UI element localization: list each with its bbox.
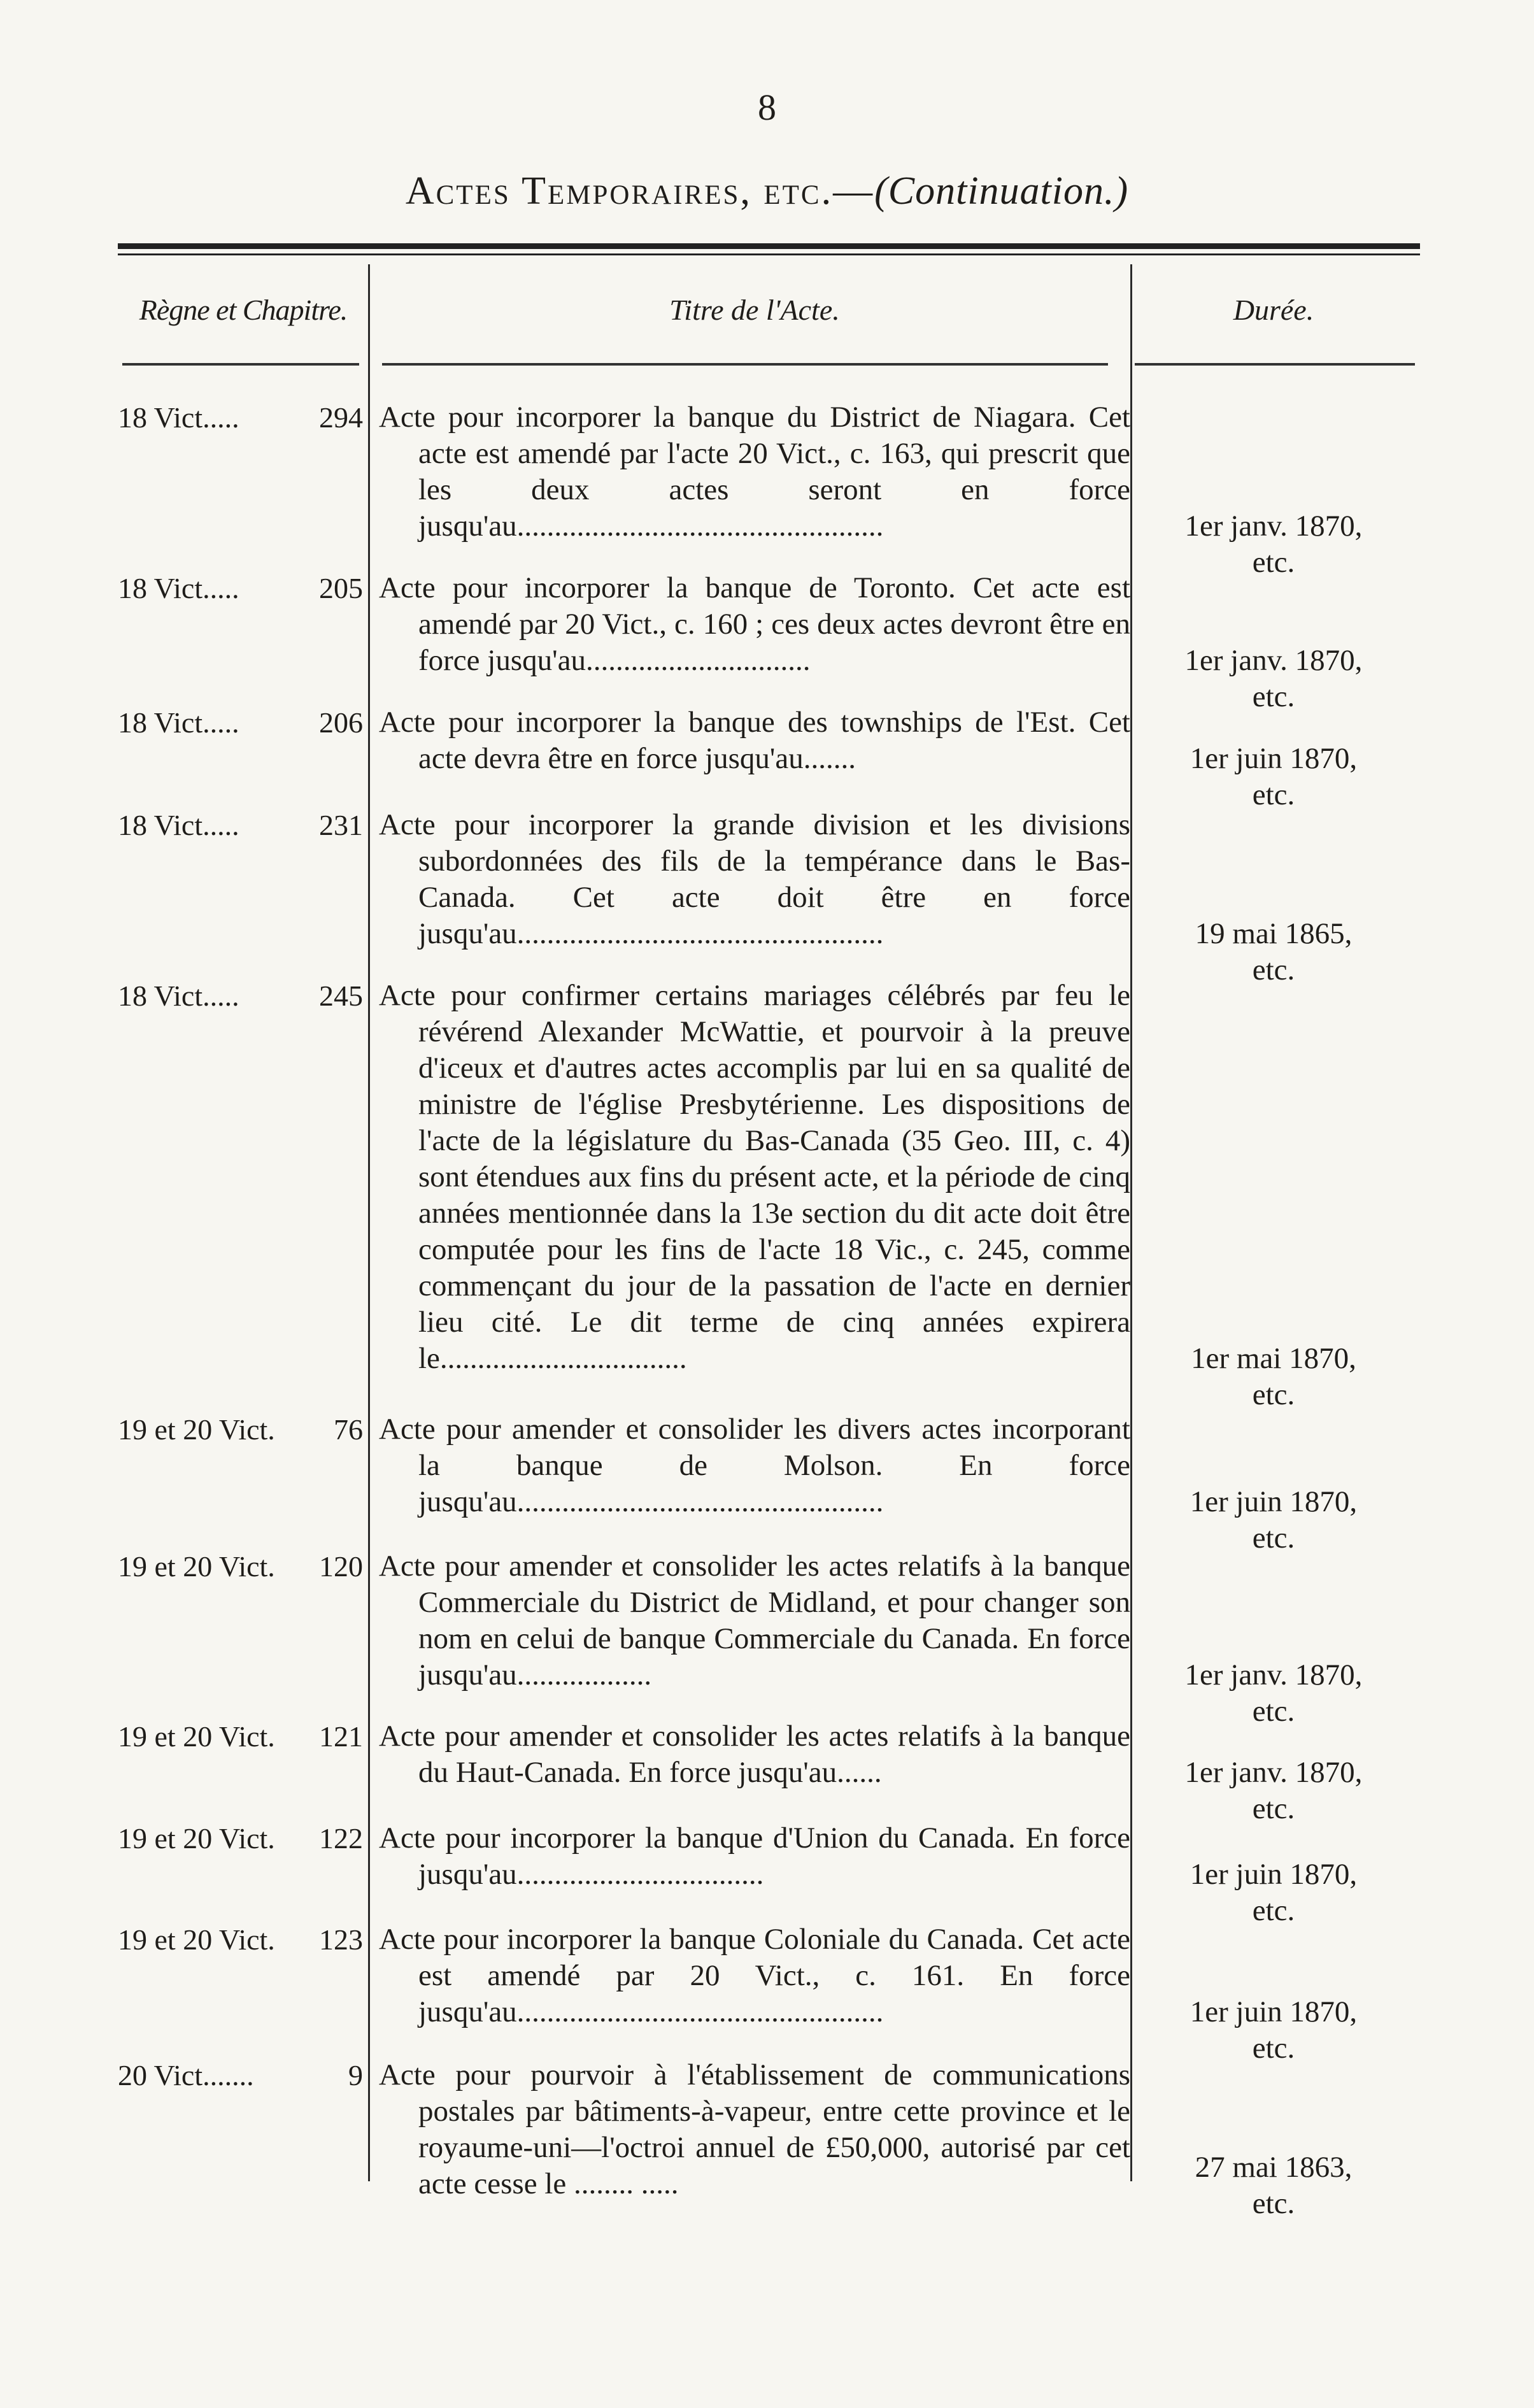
regne-chapitre [118, 807, 363, 843]
column-header-regne: Règne et Chapitre. [139, 294, 348, 326]
chapitre: 123 [319, 1923, 363, 1956]
page-title-main: Actes Temporaires, etc.— [405, 169, 875, 213]
duree-date: 27 mai 1863, [1195, 2151, 1353, 2184]
column-header-titre: Titre de l'Acte. [669, 294, 840, 326]
duree [1146, 1341, 1401, 1413]
chapitre: 294 [319, 401, 363, 434]
column-divider-left [368, 264, 370, 2181]
duree-etc: etc. [1252, 680, 1295, 713]
duree-date: 1er janv. 1870, [1184, 1658, 1363, 1692]
regne: 19 et 20 Vict. [118, 1413, 275, 1446]
header-rule-thin [118, 253, 1420, 255]
titre-text: Acte pour incorporer la banque de Toronto. Cet acte est amendé par 20 Vict., c. 160 ; ces deux actes devront être en force jusqu'au.............................. [379, 571, 1130, 677]
duree-etc: etc. [1252, 1521, 1295, 1555]
titre-text: Acte pour confirmer certains mariages célébrés par feu le révérend Alexander McWattie, et pourvoir à la preuve d'iceux et d'autres actes accomplis par lui en sa qualité de ministre de l'église Presbytérienne. Les dispositions de l'acte de la législature du Bas-Canada (35 Geo. III, c. 4) sont étendues aux fins du présent acte, et la période de cinq années mentionnée dans la 13e section du dit acte doit être computée pour les fins de l'acte 18 Vic., c. 245, comme commençant du jour de la passation de l'acte en dernier lieu cité. Le dit terme de cinq années expirera le................................. [379, 979, 1130, 1375]
titre-acte [379, 399, 1130, 545]
duree [1146, 2149, 1401, 2222]
chapitre: 231 [319, 809, 363, 841]
titre-acte [379, 2057, 1130, 2202]
duree-etc: etc. [1252, 953, 1295, 987]
duree-etc: etc. [1252, 1378, 1295, 1411]
duree [1146, 1657, 1401, 1730]
chapitre: 121 [319, 1720, 363, 1753]
duree-etc: etc. [1252, 2187, 1295, 2220]
regne-chapitre [118, 2057, 363, 2093]
duree-etc: etc. [1252, 778, 1295, 811]
chapitre: 245 [319, 980, 363, 1012]
titre-text: Acte pour incorporer la banque Coloniale du Canada. Cet acte est amendé par 20 Vict., c. 161. En force jusqu'au................................................. [379, 1923, 1130, 2028]
column-header-underline-titre [382, 363, 1108, 366]
page-title [0, 169, 1534, 214]
duree-date: 1er janv. 1870, [1184, 509, 1363, 543]
chapitre: 9 [348, 2059, 363, 2091]
regne-chapitre [118, 570, 363, 606]
duree-date: 1er juin 1870, [1190, 1995, 1358, 2028]
regne-chapitre [118, 704, 363, 741]
chapitre: 122 [319, 1822, 363, 1855]
titre-acte [379, 1921, 1130, 2030]
titre-acte [379, 1820, 1130, 1893]
duree [1146, 643, 1401, 715]
titre-acte [379, 807, 1130, 952]
column-header-underline-duree [1135, 363, 1415, 366]
titre-text: Acte pour amender et consolider les actes relatifs à la banque Commerciale du District de Midland, et pour changer son nom en celui de banque Commerciale du Canada. En force jusqu'au.................. [379, 1550, 1130, 1692]
regne-chapitre [118, 978, 363, 1014]
titre-acte [379, 978, 1130, 1377]
page-number: 8 [758, 87, 776, 128]
duree [1146, 741, 1401, 813]
column-header-duree: Durée. [1233, 294, 1314, 326]
titre-text: Acte pour amender et consolider les divers actes incorporant la banque de Molson. En force jusqu'au................................................. [379, 1413, 1130, 1518]
regne: 18 Vict..... [118, 809, 239, 841]
titre-acte [379, 1411, 1130, 1520]
page-title-continuation: (Continuation.) [874, 169, 1129, 213]
regne-chapitre [118, 1411, 363, 1448]
chapitre: 205 [319, 572, 363, 604]
duree-date: 1er juin 1870, [1190, 742, 1358, 775]
duree-etc: etc. [1252, 2032, 1295, 2065]
duree-date: 1er mai 1870, [1191, 1342, 1356, 1375]
titre-text: Acte pour incorporer la banque du District de Niagara. Cet acte est amendé par l'acte 20 Vict., c. 163, qui prescrit que les deux actes seront en force jusqu'au................................................. [379, 401, 1130, 543]
regne: 19 et 20 Vict. [118, 1720, 275, 1753]
regne: 20 Vict....... [118, 2059, 254, 2091]
duree-date: 1er juin 1870, [1190, 1858, 1358, 1891]
regne-chapitre [118, 1820, 363, 1856]
chapitre: 120 [319, 1550, 363, 1583]
regne: 19 et 20 Vict. [118, 1822, 275, 1855]
titre-text: Acte pour incorporer la banque d'Union du Canada. En force jusqu'au................................. [379, 1821, 1130, 1891]
duree-etc: etc. [1252, 1894, 1295, 1927]
titre-acte [379, 1718, 1130, 1791]
duree-date: 1er juin 1870, [1190, 1485, 1358, 1518]
regne-chapitre [118, 1548, 363, 1585]
regne-chapitre [118, 1921, 363, 1958]
regne: 18 Vict..... [118, 572, 239, 604]
duree [1146, 1755, 1401, 1827]
titre-acte [379, 1548, 1130, 1693]
duree-date: 1er janv. 1870, [1184, 1756, 1363, 1789]
duree-etc: etc. [1252, 546, 1295, 579]
duree-date: 1er janv. 1870, [1184, 644, 1363, 677]
titre-text: Acte pour incorporer la banque des townships de l'Est. Cet acte devra être en force jusqu'au....... [379, 706, 1130, 775]
duree [1146, 1484, 1401, 1557]
regne: 18 Vict..... [118, 401, 239, 434]
header-rule-thick [118, 243, 1420, 249]
titre-text: Acte pour amender et consolider les actes relatifs à la banque du Haut-Canada. En force jusqu'au...... [379, 1720, 1130, 1789]
column-header-underline-regne [122, 363, 359, 366]
duree-etc: etc. [1252, 1792, 1295, 1825]
regne: 19 et 20 Vict. [118, 1923, 275, 1956]
regne-chapitre [118, 1718, 363, 1755]
titre-acte [379, 570, 1130, 679]
duree [1146, 916, 1401, 988]
duree [1146, 1994, 1401, 2067]
chapitre: 76 [334, 1413, 363, 1446]
duree-etc: etc. [1252, 1695, 1295, 1728]
duree [1146, 508, 1401, 581]
chapitre: 206 [319, 706, 363, 739]
duree-date: 19 mai 1865, [1195, 917, 1353, 950]
regne-chapitre [118, 399, 363, 436]
titre-text: Acte pour pourvoir à l'établissement de communications postales par bâtiments-à-vapeur, entre cette province et le royaume-uni—l'octroi annuel de £50,000, autorisé par cet acte cesse le ........ ..... [379, 2058, 1130, 2200]
column-divider-right [1130, 264, 1132, 2181]
regne: 18 Vict..... [118, 706, 239, 739]
regne: 18 Vict..... [118, 980, 239, 1012]
titre-acte [379, 704, 1130, 777]
duree [1146, 1856, 1401, 1929]
titre-text: Acte pour incorporer la grande division et les divisions subordonnées des fils de la tempérance dans le Bas-Canada. Cet acte doit être en force jusqu'au................................................. [379, 808, 1130, 950]
regne: 19 et 20 Vict. [118, 1550, 275, 1583]
